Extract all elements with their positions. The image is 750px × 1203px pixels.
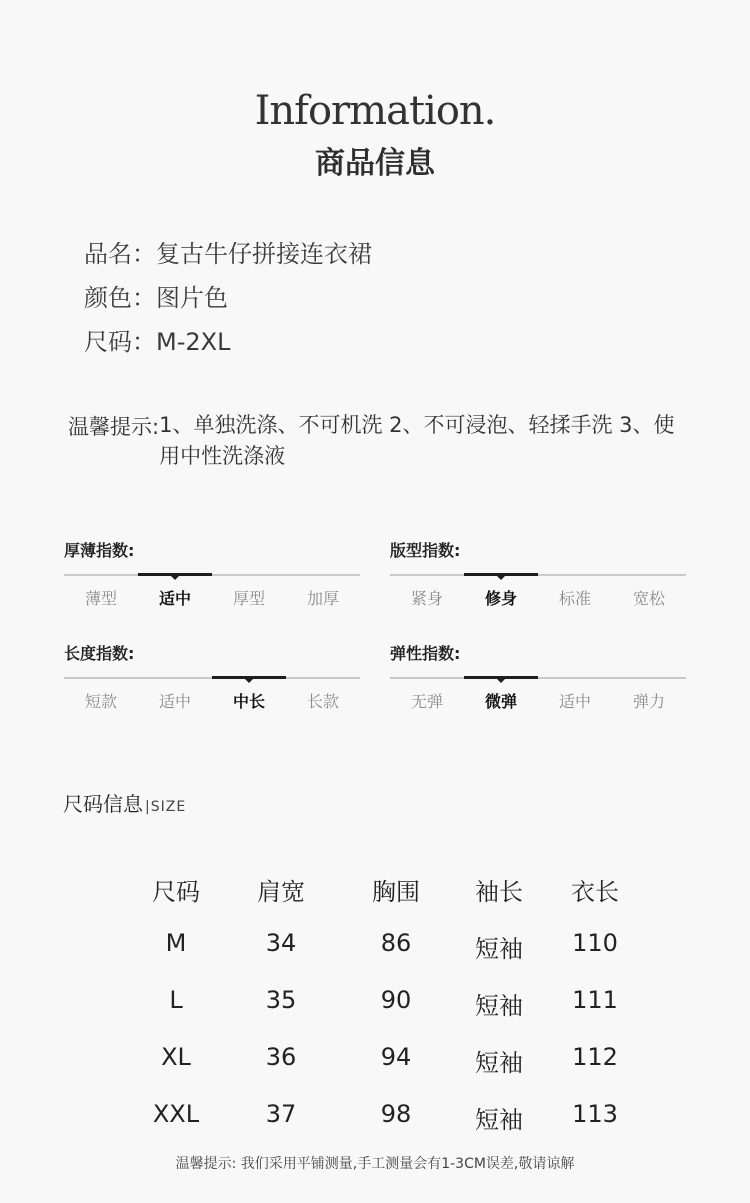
index-title: 厚薄指数: [64, 541, 135, 560]
size-section-title [63, 788, 186, 817]
table-cell: 86 [380, 929, 412, 957]
index-title: 版型指数: [390, 541, 461, 560]
table-row [0, 929, 750, 986]
elasticity-index [390, 641, 686, 712]
care-tips-text: 1、单独洗涤、不可机洗 2、不可浸泡、轻揉手洗 3、使用中性洗涤液 [159, 413, 675, 468]
table-cell: 111 [572, 986, 618, 1014]
index-option: 薄型 [84, 589, 117, 608]
table-header-cell: 尺码 [152, 878, 200, 906]
table-header-cell: 肩宽 [257, 878, 305, 906]
index-bar [390, 574, 686, 576]
index-option: 长款 [306, 692, 339, 711]
header-title-cn: 商品信息 [315, 146, 435, 181]
table-header-row [0, 872, 750, 929]
table-row [0, 1043, 750, 1100]
index-option: 微弹 [484, 692, 517, 711]
product-name-row [84, 234, 372, 269]
index-option: 适中 [558, 692, 591, 711]
table-cell: 90 [380, 986, 412, 1014]
product-color-label: 颜色： [84, 284, 156, 312]
fit-index [390, 538, 686, 609]
care-tips-label: 温馨提示: [68, 415, 160, 439]
index-selection-marker [138, 573, 212, 576]
index-option: 厚型 [232, 589, 265, 608]
table-row [0, 986, 750, 1043]
table-cell: 113 [572, 1100, 618, 1128]
index-title: 弹性指数: [390, 644, 461, 663]
table-cell: L [169, 986, 183, 1014]
index-bar [64, 574, 360, 576]
table-cell: 112 [572, 1043, 618, 1071]
table-cell: 34 [265, 929, 297, 957]
table-cell: XXL [152, 1100, 200, 1128]
index-bar [64, 677, 360, 679]
table-header-cell: 胸围 [372, 878, 420, 906]
table-header-cell: 衣长 [571, 878, 619, 906]
index-option: 弹力 [632, 692, 665, 711]
index-title: 长度指数: [64, 644, 135, 663]
product-name-value: 复古牛仔拼接连衣裙 [156, 240, 372, 268]
index-option: 加厚 [306, 589, 339, 608]
measurement-footnote: 温馨提示: 我们采用平铺测量,手工测量会有1-3CM误差,敬请谅解 [175, 1156, 575, 1172]
index-option: 适中 [158, 692, 191, 711]
index-option: 适中 [158, 589, 191, 608]
table-cell: 36 [265, 1043, 297, 1071]
product-name-label: 品名： [84, 240, 156, 268]
care-tips [68, 410, 708, 472]
size-section-subtitle: |SIZE [145, 799, 187, 815]
index-option: 中长 [232, 692, 265, 711]
thickness-index [64, 538, 360, 609]
table-cell: 37 [265, 1100, 297, 1128]
table-cell: 98 [380, 1100, 412, 1128]
table-cell: 110 [572, 929, 618, 957]
table-row [0, 1100, 750, 1157]
table-header-cell: 袖长 [475, 878, 523, 906]
index-option: 修身 [484, 589, 517, 608]
header-title-en: Information. [254, 88, 496, 134]
product-size-value: M-2XL [156, 328, 231, 356]
index-option: 无弹 [410, 692, 443, 711]
size-section-title-text: 尺码信息 [63, 792, 143, 816]
table-cell: M [165, 929, 187, 957]
table-cell: 短袖 [475, 1106, 523, 1134]
index-selection-marker [464, 573, 538, 576]
size-table [0, 872, 750, 1157]
product-color-value: 图片色 [156, 284, 228, 312]
index-option: 短款 [84, 692, 117, 711]
index-selection-marker [212, 676, 286, 679]
index-option: 宽松 [632, 589, 665, 608]
length-index [64, 641, 360, 712]
product-color-row [84, 278, 228, 313]
index-option: 紧身 [410, 589, 443, 608]
product-size-label: 尺码： [84, 328, 156, 356]
table-cell: 35 [265, 986, 297, 1014]
product-size-row [84, 322, 230, 357]
table-cell: 短袖 [475, 1049, 523, 1077]
table-cell: 94 [380, 1043, 412, 1071]
table-cell: 短袖 [475, 992, 523, 1020]
index-selection-marker [464, 676, 538, 679]
table-cell: 短袖 [475, 935, 523, 963]
index-option: 标准 [558, 589, 591, 608]
table-cell: XL [161, 1043, 191, 1071]
index-bar [390, 677, 686, 679]
